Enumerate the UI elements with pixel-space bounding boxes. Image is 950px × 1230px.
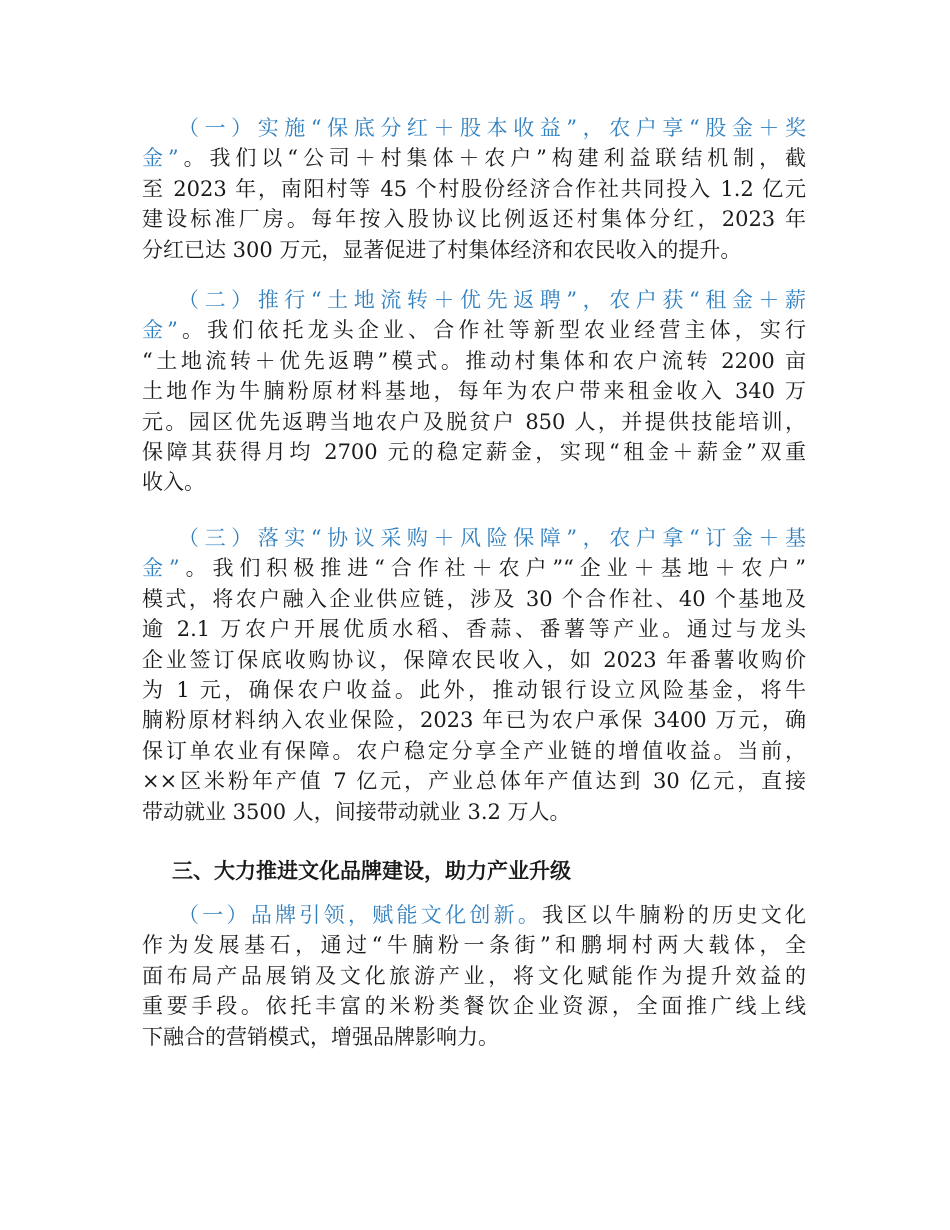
text-line	[142, 930, 806, 960]
text-line	[142, 346, 806, 376]
body-text: 下融合的营销模式，增强品牌影响力。	[142, 1024, 499, 1049]
text-line	[142, 553, 806, 583]
text-line	[142, 614, 806, 644]
text-line	[142, 1022, 806, 1052]
body-text: 面布局产品展销及文化旅游产业，将文化赋能作为提升效益的	[142, 963, 806, 988]
body-text: 至 2023 年，南阳村等 45 个村股份经济合作社共同投入 1.2 亿元	[142, 176, 806, 201]
text-line	[142, 645, 806, 675]
body-text: 我区以牛腩粉的历史文化	[542, 903, 807, 927]
text-line	[142, 407, 806, 437]
body-text: 。我们以“公司＋村集体＋农户”构建利益联结机制，截	[178, 146, 806, 171]
body-text: 带动就业 3500 人，间接带动就业 3.2 万人。	[142, 799, 571, 824]
section-heading: 三、大力推进文化品牌建设，助力产业升级	[172, 859, 571, 883]
text-line	[142, 797, 806, 827]
text-line	[142, 467, 806, 497]
text-line	[142, 143, 806, 173]
body-text: 土地作为牛腩粉原材料基地，每年为农户带来租金收入 340 万	[142, 379, 806, 404]
lead-text: （一）实施“保底分红＋股本收益”，农户享“股金＋奖	[178, 116, 806, 140]
body-text: 保订单农业有保障。农户稳定分享全产业链的增值收益。当前，	[142, 738, 806, 763]
body-text: 元。园区优先返聘当地农户及脱贫户 850 人，并提供技能培训，	[142, 409, 806, 434]
text-line	[142, 285, 806, 315]
body-text: “土地流转＋优先返聘”模式。推动村集体和农户流转 2200 亩	[142, 348, 806, 373]
body-text: 作为发展基石，通过“牛腩粉一条街”和鹏垌村两大载体，全	[142, 933, 806, 958]
lead-text: （三）落实“协议采购＋风险保障”，农户拿“订金＋基	[178, 526, 806, 550]
text-line	[142, 584, 806, 614]
lead-text: （二）推行“土地流转＋优先返聘”，农户获“租金＋薪	[178, 288, 806, 312]
text-line	[142, 204, 806, 234]
body-text: 模式，将农户融入企业供应链，涉及 30 个合作社、40 个基地及	[142, 586, 806, 611]
body-text: ××区米粉年产值 7 亿元，产业总体年产值达到 30 亿元，直接	[142, 769, 806, 794]
body-text: 建设标准厂房。每年按入股协议比例返还村集体分红，2023 年	[142, 207, 806, 232]
body-text: 腩粉原材料纳入农业保险，2023 年已为农户承保 3400 万元，确	[142, 708, 806, 733]
text-line	[142, 113, 806, 143]
text-line	[142, 766, 806, 796]
lead-text: （一）品牌引领，赋能文化创新。	[178, 903, 543, 927]
text-line	[142, 736, 806, 766]
body-text: 重要手段。依托丰富的米粉类餐饮企业资源，全面推广线上线	[142, 994, 806, 1019]
body-text: 为 1 元，确保农户收益。此外，推动银行设立风险基金，将牛	[142, 677, 806, 702]
text-line	[142, 705, 806, 735]
paragraph-land-transfer	[142, 285, 806, 498]
paragraph-dividend	[142, 113, 806, 265]
body-text: 收入。	[142, 470, 205, 495]
text-line	[142, 376, 806, 406]
paragraph-procurement	[142, 523, 806, 827]
lead-text: 金”	[142, 146, 179, 171]
text-line	[142, 235, 806, 265]
body-text: 企业签订保底收购协议，保障农民收入，如 2023 年番薯收购价	[142, 647, 806, 672]
paragraph-brand	[142, 900, 806, 1052]
text-line	[142, 315, 806, 345]
text-line	[142, 991, 806, 1021]
body-text: 保障其获得月均 2700 元的稳定薪金，实现“租金＋薪金”双重	[142, 439, 806, 464]
text-line	[142, 174, 806, 204]
body-text: 分红已达 300 万元，显著促进了村集体经济和农民收入的提升。	[142, 237, 742, 262]
body-text: 逾 2.1 万农户开展优质水稻、香蒜、番薯等产业。通过与龙头	[142, 617, 806, 642]
text-line	[142, 523, 806, 553]
text-line	[142, 961, 806, 991]
lead-text: 金”	[142, 556, 180, 581]
text-line	[142, 675, 806, 705]
text-line	[142, 900, 806, 930]
text-line	[142, 437, 806, 467]
body-text: 。我们积极推进“合作社＋农户”“企业＋基地＋农户”	[179, 556, 806, 581]
lead-text: 金”	[142, 318, 178, 343]
body-text: 。我们依托龙头企业、合作社等新型农业经营主体，实行	[177, 318, 806, 343]
